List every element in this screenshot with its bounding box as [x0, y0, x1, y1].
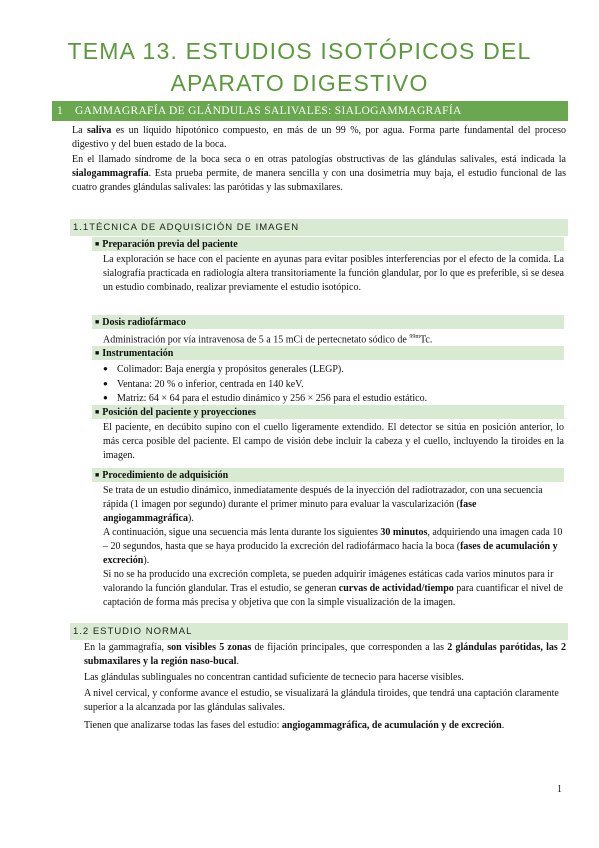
- normal-text-3: A nivel cervical, y conforme avance el estudio, se visualizará la glándula tiroides, que tendrá una captación claramente superior a la alcanzada por las glándulas salivales.: [84, 688, 559, 713]
- intro-paragraph-2: En el llamado síndrome de la boca seca o en otras patologías obstructivas de las glándulas salivales, está indicada la sialogammagrafía. Esta prueba permite, de manera sencilla y con una dosimetría muy baja, el estudio funcional de las cuatro grandes glándulas salivales: las parótidas y las submaxilares.: [72, 154, 566, 193]
- bullet-dot-icon: ●: [103, 364, 108, 373]
- section-1-heading: [52, 101, 568, 121]
- dosis-heading: ■ Dosis radiofármaco: [92, 315, 564, 329]
- procedimiento-text-2: A continuación, sigue una secuencia más lenta durante los siguientes 30 minutos, adquiriendo una imagen cada 10 – 20 segundos, hasta que se haya producido la excreción del radiofármaco hacia la boca (fases de acumulación y excreción).: [103, 527, 563, 566]
- dosis-text: Administración por vía intravenosa de 5 a 15 mCi de pertecnetato sódico de $^{99m}$Tc.: [103, 334, 433, 346]
- normal-text-2: Las glándulas sublinguales no concentran cantidad suficiente de tecnecio para hacerse visibles.: [84, 672, 464, 683]
- subsection-1-1-heading: 1.1TÉCNICA DE ADQUISICIÓN DE IMAGEN: [70, 219, 568, 236]
- bullet-icon: ■: [95, 240, 100, 248]
- normal-text-4: Tienen que analizarse todas las fases del estudio: angiogammagráfica, de acumulación y de excreción.: [84, 720, 505, 731]
- posicion-heading: ■ Posición del paciente y proyecciones: [92, 405, 564, 419]
- instrumentacion-item: ● Colimador: Baja energía y propósitos generales (LEGP).: [103, 364, 344, 375]
- bullet-icon: ■: [95, 318, 100, 326]
- section-1-title: GAMMAGRAFÍA DE GLÁNDULAS SALIVALES: SIALOGAMMAGRAFÍA: [75, 105, 462, 117]
- normal-text-1: En la gammagrafía, son visibles 5 zonas de fijación principales, que corresponden a las 2 glándulas parótidas, las 2 submaxilares y la región naso-bucal.: [84, 642, 566, 667]
- subsection-1-2-heading: 1.2 ESTUDIO NORMAL: [70, 623, 568, 640]
- bullet-icon: ■: [95, 408, 100, 416]
- bullet-dot-icon: ●: [103, 379, 108, 388]
- intro-paragraph-1: La saliva es un líquido hipotónico compuesto, en más de un 99 %, por agua. Forma parte fundamental del proceso digestivo y del buen estado de la boca.: [72, 125, 566, 150]
- instrumentacion-item: ● Ventana: 20 % o inferior, centrada en 140 keV.: [103, 379, 304, 390]
- prep-text: La exploración se hace con el paciente en ayunas para evitar posibles interferencias por el efecto de la comida. La sialografía practicada en radiología altera transitoriamente la función glandular, por lo que es preferible, si se desea un estudio combinado, realizar previamente el estudio isotópico.: [103, 254, 564, 293]
- instrumentacion-heading: ■ Instrumentación: [92, 346, 564, 360]
- procedimiento-heading: ■ Procedimiento de adquisición: [92, 468, 564, 482]
- section-1-number: 1: [57, 105, 64, 117]
- instrumentacion-item: ● Matriz: 64 × 64 para el estudio dinámico y 256 × 256 para el estudio estático.: [103, 393, 428, 404]
- document-title-line-2: APARATO DIGESTIVO: [170, 70, 429, 96]
- prep-heading: ■ Preparación previa del paciente: [92, 237, 564, 251]
- bullet-icon: ■: [95, 471, 100, 479]
- procedimiento-text-1: Se trata de un estudio dinámico, inmediatamente después de la inyección del radiotrazador, con una secuencia rápida (1 imagen por segundo) durante el primer minuto para evaluar la vascularización (fase angiogammagráfica).: [103, 485, 543, 524]
- procedimiento-text-3: Si no se ha producido una excreción completa, se pueden adquirir imágenes estáticas cada varios minutos para ir valorando la función glandular. Tras el estudio, se generan curvas de actividad/tiempo para cuantificar el nivel de captación de forma más precisa y objetiva que con la simple visualización de la imagen.: [103, 569, 563, 608]
- bullet-dot-icon: ●: [103, 393, 108, 402]
- bullet-icon: ■: [95, 349, 100, 357]
- document-title-line-1: TEMA 13. ESTUDIOS ISOTÓPICOS DEL: [67, 38, 532, 64]
- posicion-text: El paciente, en decúbito supino con el cuello ligeramente extendido. El detector se sitúa en posición anterior, lo más cerca posible del paciente. El campo de visión debe incluir la cabeza y el cuello, incluyendo la tiroides en la imagen.: [103, 422, 564, 461]
- page-number: 1: [557, 784, 562, 795]
